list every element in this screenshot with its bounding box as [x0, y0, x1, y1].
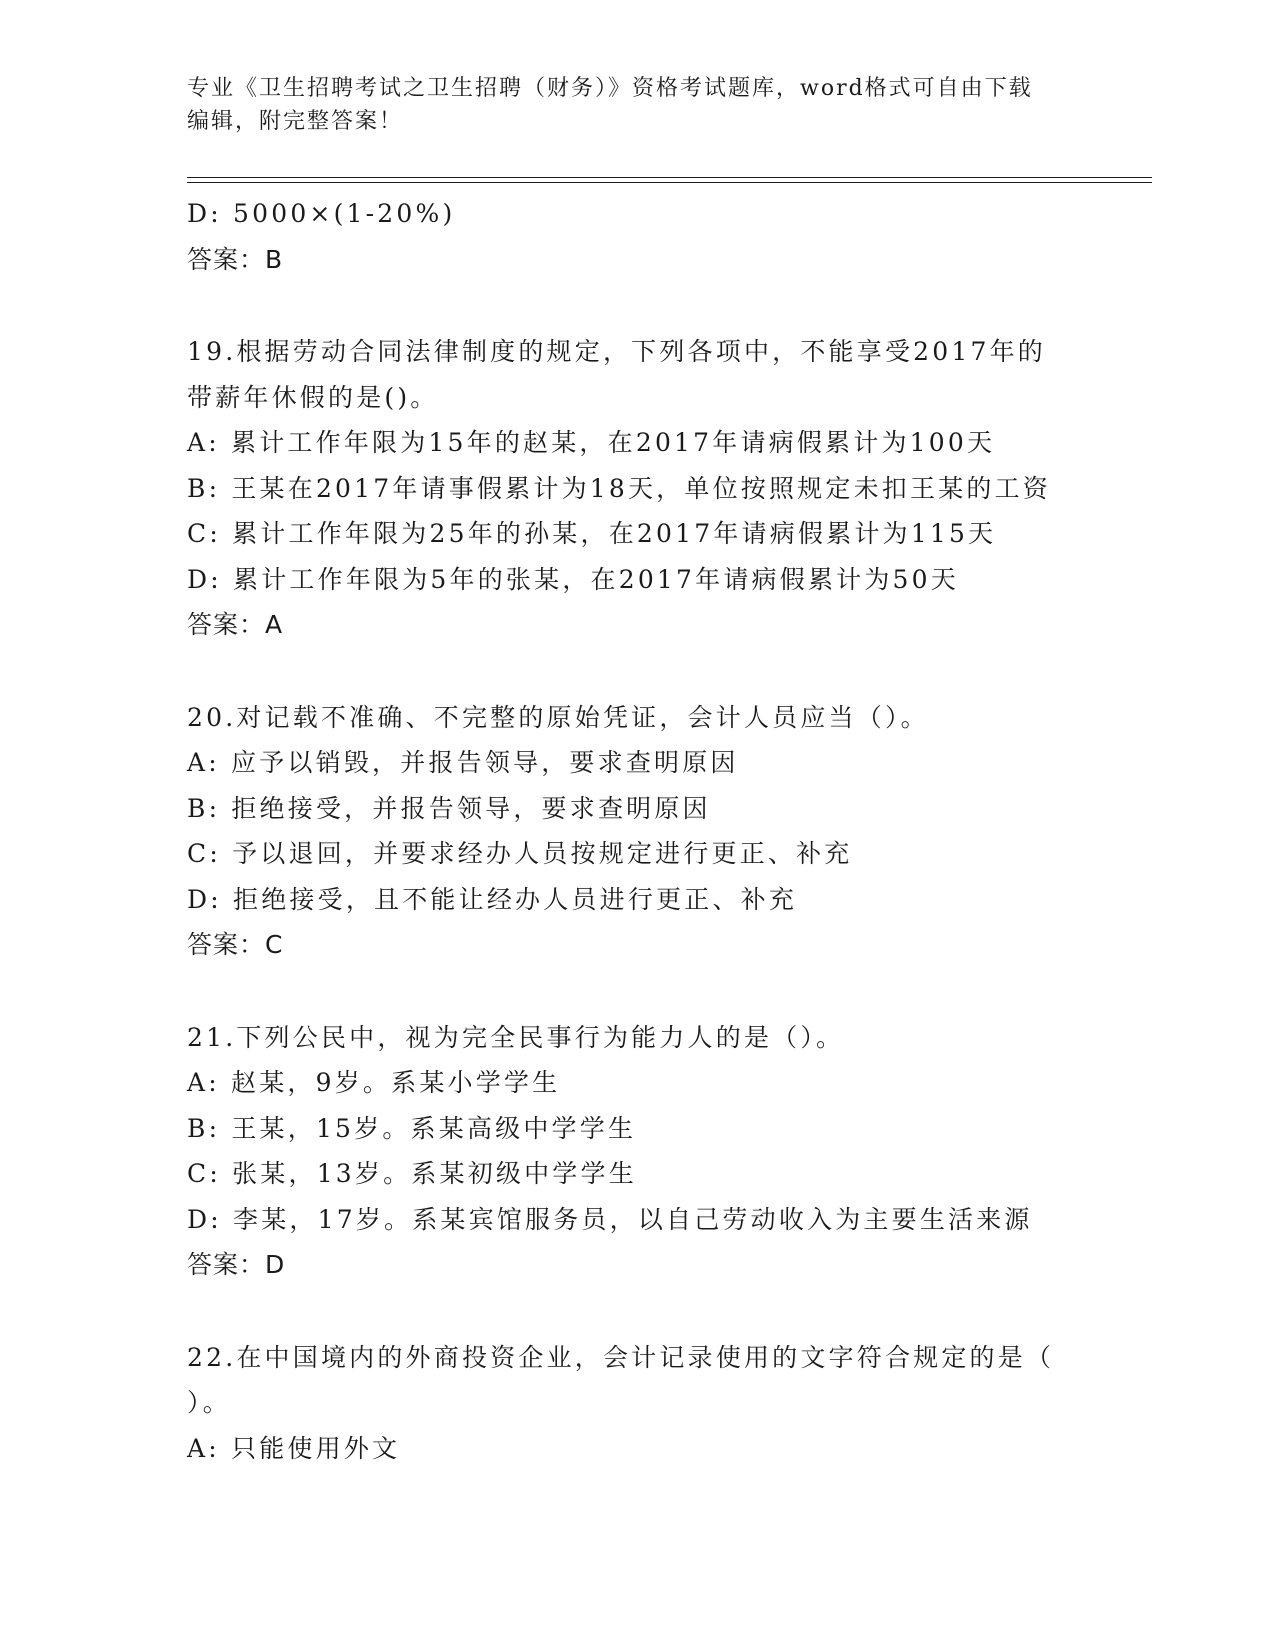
- question-block-20: [187, 695, 1127, 968]
- spacer: [187, 648, 1127, 695]
- spacer: [187, 1288, 1127, 1335]
- header-line-1: 专业《卫生招聘考试之卫生招聘（财务）》资格考试题库，word格式可自由下载: [187, 76, 1033, 101]
- option-a: A: 累计工作年限为15年的赵某，在2017年请病假累计为100天: [187, 428, 996, 457]
- question-block-21: [187, 1015, 1127, 1288]
- option-a: A: 应予以销毁，并报告领导，要求查明原因: [187, 748, 739, 777]
- question-text-continued: ）。: [187, 1388, 231, 1417]
- option-d: D: 拒绝接受，且不能让经办人员进行更正、补充: [187, 884, 798, 914]
- document-header: [187, 72, 1087, 138]
- question-block-19: [187, 329, 1127, 648]
- question-block-18: [187, 191, 1127, 282]
- question-text: 20.对记载不准确、不完整的原始凭证，会计人员应当（）。: [187, 702, 929, 732]
- option-b: B: 王某，15岁。系某高级中学学生: [187, 1113, 637, 1143]
- option-a: A: 只能使用外文: [187, 1433, 401, 1463]
- question-text-continued: 带薪年休假的是()。: [187, 382, 439, 412]
- spacer: [187, 968, 1127, 1015]
- header-rule-bottom: [187, 182, 1152, 183]
- option-d: D: 5000×(1-20%): [187, 199, 456, 228]
- option-c: C: 张某，13岁。系某初级中学学生: [187, 1159, 637, 1188]
- option-d: D: 累计工作年限为5年的张某，在2017年请病假累计为50天: [187, 564, 959, 594]
- spacer: [187, 282, 1127, 329]
- option-c: C: 予以退回，并要求经办人员按规定进行更正、补充: [187, 839, 853, 868]
- answer-line: 答案：C: [187, 930, 284, 959]
- answer-line: 答案：B: [187, 244, 284, 274]
- question-text: 22.在中国境内的外商投资企业，会计记录使用的文字符合规定的是（: [187, 1342, 1055, 1372]
- option-c: C: 累计工作年限为25年的孙某，在2017年请病假累计为115天: [187, 519, 997, 548]
- question-block-22: [187, 1335, 1127, 1472]
- option-d: D: 李某，17岁。系某宾馆服务员，以自己劳动收入为主要生活来源: [187, 1204, 1033, 1234]
- header-rule-top: [187, 177, 1152, 178]
- option-b: B: 拒绝接受，并报告领导，要求查明原因: [187, 793, 711, 823]
- option-b: B: 王某在2017年请事假累计为18天，单位按照规定未扣王某的工资: [187, 473, 1051, 503]
- answer-line: 答案：A: [187, 610, 284, 639]
- header-line-2: 编辑，附完整答案！: [187, 109, 404, 134]
- option-a: A: 赵某，9岁。系某小学学生: [187, 1068, 561, 1097]
- question-list: [187, 191, 1127, 1471]
- question-text: 19.根据劳动合同法律制度的规定，下列各项中，不能享受2017年的: [187, 337, 1046, 366]
- answer-line: 答案：D: [187, 1250, 286, 1279]
- question-text: 21.下列公民中，视为完全民事行为能力人的是（）。: [187, 1022, 845, 1052]
